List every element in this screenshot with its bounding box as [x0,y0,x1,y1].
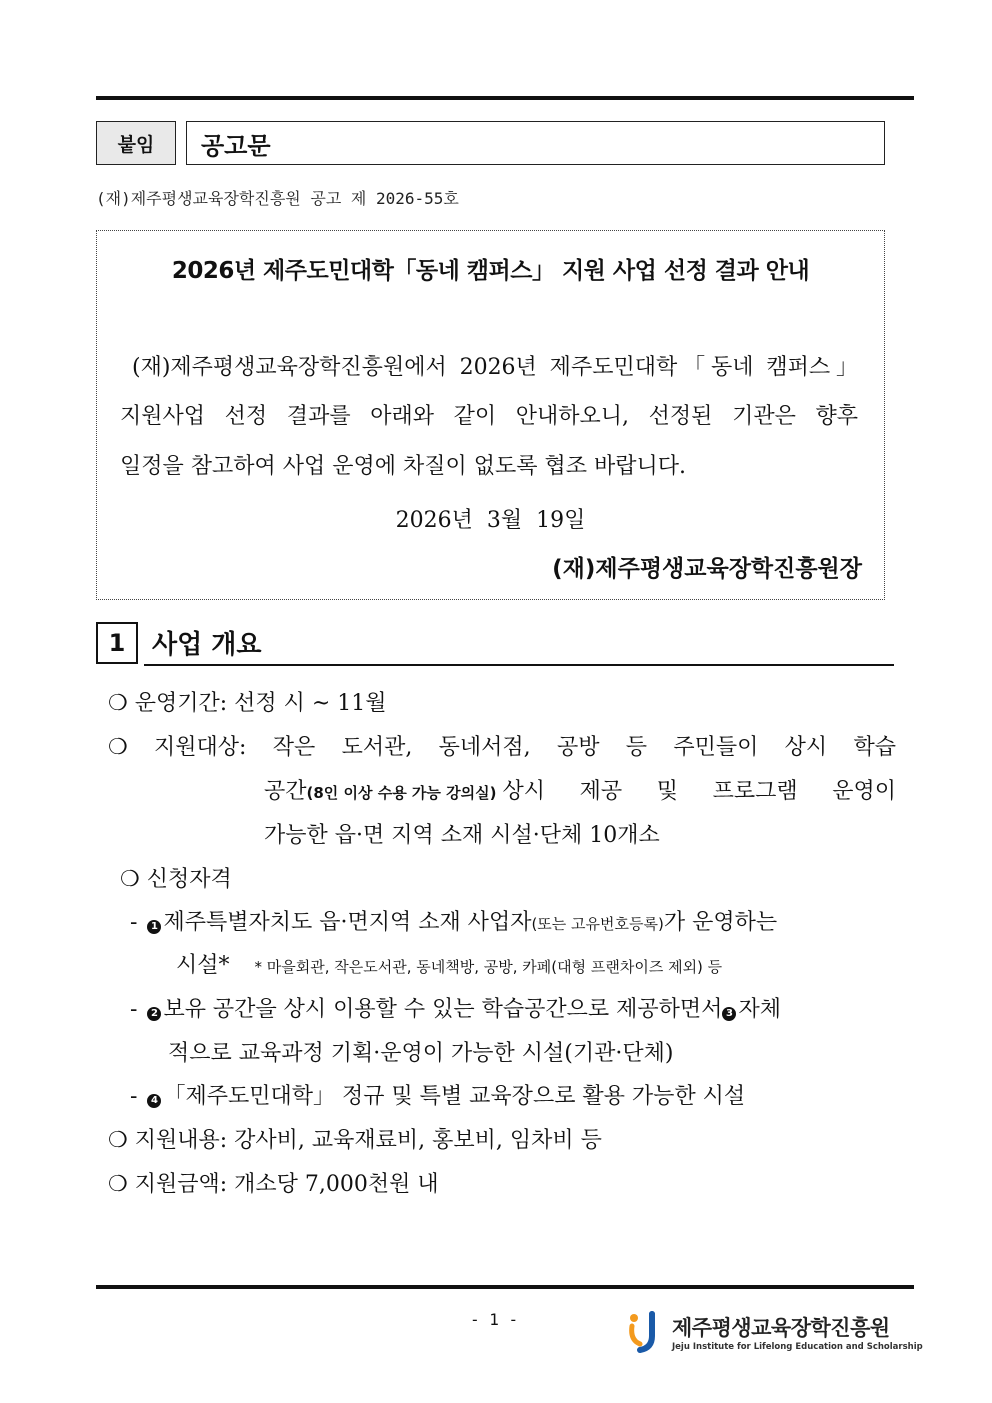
notice-date: 2026년 3월 19일 [395,508,586,533]
org-name-english: Jeju Institute for Lifelong Education and Scholarship [672,1342,923,1352]
notice-body-line2: 지원사업 선정 결과를 아래와 같이 안내하오니, 선정된 기관은 향후 [120,404,858,429]
bottom-rule [96,1285,914,1289]
target-line2-space: 공간 [264,779,307,804]
target-line2-rest: 상시 제공 및 프로그램 운영이 [502,779,896,804]
section-title: 사업 개요 [152,630,262,660]
elig2-dash: - [130,997,138,1022]
elig3-number: 3 [722,1007,736,1021]
elig4-dash: - [130,1084,138,1109]
item-amount: ❍ 지원금액: 개소당 7,000천원 내 [108,1172,439,1197]
elig1-facility: 시설* [176,953,230,978]
item-target-line3: 가능한 읍·면 지역 소재 시설·단체 10개소 [264,823,660,848]
elig2-number: 2 [147,1007,161,1021]
elig1-text-b: (또는 고유번호등록) [531,915,664,933]
elig2-text-b: 자체 [738,997,781,1022]
notice-number: (재)제주평생교육장학진흥원 공고 제 2026-55호 [96,189,459,208]
elig2-line2: 적으로 교육과정 기획·운영이 가능한 시설(기관·단체) [168,1041,674,1066]
elig1-line2 [176,948,722,979]
item-period: ❍ 운영기간: 선정 시 ~ 11월 [108,691,387,716]
org-logo-icon [626,1310,666,1354]
target-line2-capacity: (8인 이상 수용 가능 강의실) [306,784,497,802]
elig4-text: 「제주도민대학」 정규 및 특별 교육장으로 활용 가능한 시설 [163,1084,746,1109]
elig4-number: 4 [147,1094,161,1108]
item-eligibility: ❍ 신청자격 [120,867,232,892]
notice-issuer: (재)제주평생교육장학진흥원장 [552,556,862,582]
item-target-line2 [264,774,896,805]
elig1-dash: - [130,910,138,935]
notice-body-line1: (재)제주평생교육장학진흥원에서 2026년 제주도민대학「동네 캠퍼스」 [132,355,858,380]
attachment-label: 붙임 [96,121,176,165]
top-rule [96,96,914,100]
page-number: - 1 - [470,1310,519,1329]
elig2-text-a: 보유 공간을 상시 이용할 수 있는 학습공간으로 제공하면서 [163,997,723,1022]
document-title: 공고문 [186,121,885,165]
section-underline [144,664,894,666]
section-number: 1 [96,622,138,664]
item-content: ❍ 지원내용: 강사비, 교육재료비, 홍보비, 임차비 등 [108,1128,602,1153]
notice-body-line3: 일정을 참고하여 사업 운영에 차질이 없도록 협조 바랍니다. [120,454,686,479]
item-target-line1: ❍ 지원대상: 작은 도서관, 동네서점, 공방 등 주민들이 상시 학습 [108,735,896,760]
elig4-line [130,1079,745,1110]
org-name: 제주평생교육장학진흥원 [672,1316,890,1340]
elig1-note: * 마을회관, 작은도서관, 동네책방, 공방, 카페(대형 프랜차이즈 제외) 등 [254,958,723,976]
elig1-text-a: 제주특별자치도 읍·면지역 소재 사업자 [163,910,532,935]
elig1-line1 [130,905,896,936]
elig2-line1 [130,992,896,1023]
notice-title: 2026년 제주도민대학「동네 캠퍼스」 지원 사업 선정 결과 안내 [171,258,810,284]
elig1-text-c: 가 운영하는 [663,910,778,935]
elig1-number: 1 [147,920,161,934]
